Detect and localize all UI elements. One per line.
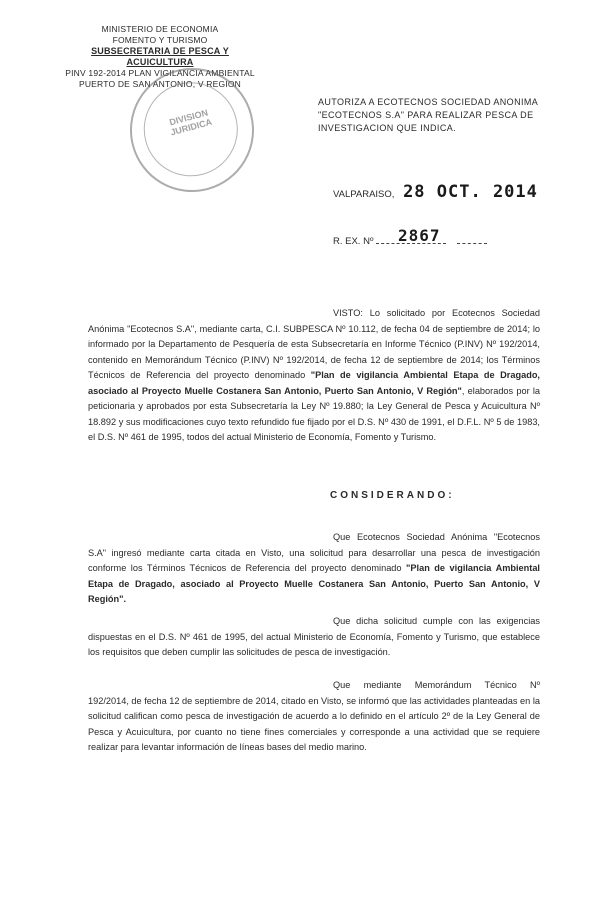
visto-paragraph — [88, 306, 540, 446]
considerando-3-text: Que mediante Memorándum Técnico Nº 192/2014, de fecha 12 de septiembre de 2014, citado en Visto, se informó que las actividades planteadas en la solicitud califican como pesca de investigación de acuerdo a lo definido en el artículo 2º de la Ley General de Pesca y Acuicultura, por cuanto no tiene fines comerciales y corresponde a una actividad que se requiere realizar para levantar información de líneas bases del medio marino. — [88, 680, 540, 752]
date-value: 28 OCT. 2014 — [403, 182, 538, 202]
ministry-name: MINISTERIO DE ECONOMIA — [101, 24, 219, 34]
stamp-text: DIVISION JURIDICA — [168, 107, 214, 138]
document-subject: AUTORIZA A ECOTECNOS SOCIEDAD ANONIMA "ECOTECNOS S.A" PARA REALIZAR PESCA DE INVESTIGACION QUE INDICA. — [318, 97, 538, 133]
date-line — [333, 182, 538, 202]
date-place: VALPARAISO, — [333, 189, 395, 200]
resolution-blank-2 — [457, 243, 487, 244]
visto-project-name: "Plan de vigilancia Ambiental Etapa de Dragado, asociado al Proyecto Muelle Costanera San Antonio, Puerto San Antonio, V Región" — [88, 370, 540, 396]
considerando-1-project: "Plan de vigilancia Ambiental Etapa de Dragado, asociado al Proyecto Muelle Costanera San Antonio, Puerto San Antonio, V Región". — [88, 563, 540, 604]
subsecretaria-name: SUBSECRETARIA DE PESCA Y ACUICULTURA — [91, 46, 229, 67]
considerando-3 — [88, 678, 540, 756]
file-location: PUERTO DE SAN ANTONIO, V REGION — [78, 79, 242, 89]
visto-lead: VISTO: — [333, 308, 363, 318]
considerando-2 — [88, 614, 540, 661]
visto-text-1: Lo solicitado por Ecotecnos Sociedad Anónima "Ecotecnos S.A", mediante carta, C.I. SUBPESCA Nº 10.112, de fecha 04 de septiembre de 2014; lo informado por la Departamento de Pesquería de esta Subsecretaría en Informe Técnico (P.INV) Nº 192/2014, contenido en Memorándum Técnico (P.INV) Nº 192/2014, de fecha 12 de septiembre de 2014; los Términos Técnicos de Referencia del proyecto denominado — [88, 308, 540, 380]
considerando-title: CONSIDERANDO: — [330, 490, 455, 501]
resolution-label: R. EX. Nº — [333, 236, 374, 247]
ministry-subtitle: FOMENTO Y TURISMO — [112, 35, 208, 45]
considerando-1 — [88, 530, 540, 608]
considerando-2-text: Que dicha solicitud cumple con las exigencias dispuestas en el D.S. Nº 461 de 1995, del actual Ministerio de Economía, Fomento y Turismo, que establece los requisitos que deben cumplir las solicitudes de pesca de investigación. — [88, 616, 540, 657]
file-reference: PINV 192-2014 PLAN VIGILANCIA AMBIENTAL — [65, 68, 255, 78]
visto-text-2: , elaborados por la peticionaria y aprobados por esta Subsecretaría la Ley Nº 19.880; la Ley General de Pesca y Acuicultura Nº 18.892 y sus modificaciones cuyo texto refundido fue fijado por el D.S. Nº 430 de 1991, el D.F.L. Nº 5 de 1983, el D.S. Nº 461 de 1995, todos del actual Ministerio de Economía, Fomento y Turismo. — [88, 385, 540, 442]
considerando-1-text: Que Ecotecnos Sociedad Anónima "Ecotecnos S.A" ingresó mediante carta citada en Visto, una solicitud para desarrollar una pesca de investigación conforme los Términos Técnicos de Referencia del proyecto denominado — [88, 532, 540, 573]
resolution-number-stamp — [398, 226, 441, 245]
resolution-number: 2867 — [398, 226, 441, 245]
